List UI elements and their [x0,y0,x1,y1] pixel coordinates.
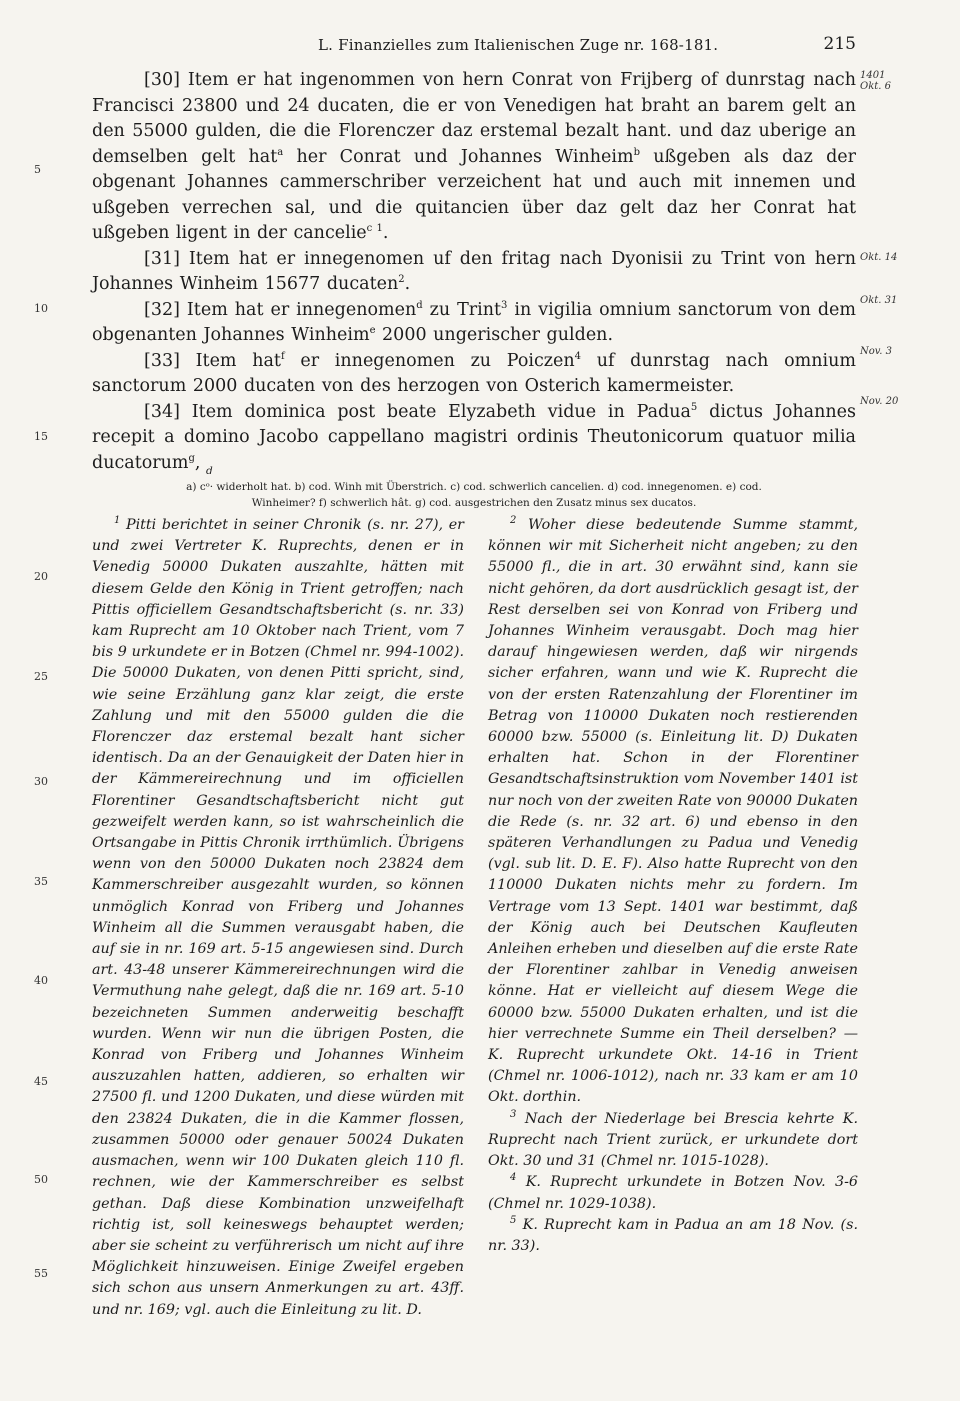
variant-line: a) cᵒ· widerholt hat. b) cod. Winh mit Überstrich. c) cod. schwerlich cancelien. d) cod. innegenomen. e) cod. [186,481,762,493]
line-number: 50 [34,1173,48,1186]
line-number: 25 [34,670,48,683]
variant-mark: d [206,465,213,477]
paragraph-33: [33] Item hat$^f$ er innegenomen zu Poiczen$^4$ uf dunrstag nach omnium sanctorum 2000 ducaten von des herzogen von Osterich kamermeister. [92,350,856,396]
footnote-mark: 2 [510,515,517,527]
paragraph-31: [31] Item hat er innegenomen uf den fritag nach Dyonisii zu Trint von hern Johannes Winheim 15677 ducaten$^2$. [92,248,856,294]
footnote-5: $^5$ K. Ruprecht kam in Padua an am 18 Nov. (s. nr. 33). [488,1214,859,1254]
margin-date [860,70,891,92]
running-title: L. Finanzielles zum Italienischen Zuge nr. 168-181. [318,36,719,54]
line-number: 15 [34,430,48,443]
line-number: 40 [34,974,48,987]
footnotes-left [34,515,464,1321]
paragraph-32: [32] Item hat er innegenomen$^d$ zu Trint$^3$ in vigilia omnium sanctorum von dem obgenanten Johannes Winheim$^e$ 2000 ungerischer gulden. [92,299,856,345]
footnote-3: $^3$ Nach der Niederlage bei Brescia kehrte K. Ruprecht nach Trient zurück, er urkundete dort Okt. 30 und 31 (Chmel nr. 1015-1028). [488,1108,859,1170]
footnote-1: $^1$ Pitti berichtet in seiner Chronik (s. nr. 27), er und zwei Vertreter K. Ruprechts, denen er in Venedig 50000 Dukaten auszahlte, hätten mit diesem Gelde den König in Trient getroffen; nach Pittis officiellem Gesandtschaftsbericht (s. nr. 33) kam Ruprecht am 10 Oktober nach Trient, vom 7 bis 9 urkundete er in Botzen (Chmel nr. 994-1002). Die 50000 Dukaten, von denen Pitti spricht, sind, wie seine Erzählung ganz klar zeigt, die erste Zahlung und mit den 55000 gulden die die Florenczer daz erstemal bezalt hant sicher identisch. Da an der Genauigkeit der Daten hier in der Kämmereirechnung und im officiellen Florentiner Gesandtschaftsbericht nicht gut gezweifelt werden kann, so ist wahrscheinlich die Ortsangabe in Pittis Chronik irrthümlich. Übrigens wenn von den 50000 Dukaten noch 23824 dem Kammerschreiber ausgezahlt wurden, so können unmöglich Konrad von Friberg und Johannes Winheim all die Summen verausgabt haben, die auf sie in nr. 169 art. 5-15 angewiesen sind. Durch art. 43-48 unserer Kämmereirechnungen wird die Vermuthung nahe gelegt, daß die nr. 169 art. 5-10 bezeichneten Summen anderweitig beschafft wurden. Wenn wir nun die übrigen Posten, die Konrad von Friberg und Johannes Winheim auszuzahlen hatten, addieren, so erhalten wir 27500 fl. und 1200 Dukaten, und diese würden mit den 23824 Dukaten, die in die Kammer flossen, zusammen 50000 oder genauer 50024 Dukaten ausmachen, wenn wir 100 Dukaten gleich 110 fl. rechnen, wie der Kammerschreiber es selbst gethan. Daß diese Kombination unzweifelhaft richtig ist, soll keineswegs behauptet werden; aber sie scheint zu verführerisch um nicht auf ihre Möglichkeit hinzuweisen. Einige Zweifel ergeben sich schon aus unsern Anmerkungen zu art. 43ff. und nr. 169; vgl. auch die Einleitung zu lit. D. [92,515,464,1318]
margin-year: 1401 [860,70,886,81]
variant-line: Winheimer? f) schwerlich hât. g) cod. ausgestrichen den Zusatz minus sex ducatos. [251,497,697,509]
footnote-mark: 5 [510,1214,517,1226]
footnote-mark: 4 [510,1172,517,1184]
margin-day: Okt. 6 [860,81,891,92]
main-text [34,68,899,476]
page-number: 215 [823,34,856,54]
footnotes-right [488,515,858,1257]
line-number: 35 [34,875,48,888]
margin-date: Nov. 20 [860,396,899,407]
line-number: 30 [34,775,48,788]
margin-date: Okt. 31 [860,295,898,306]
running-header [90,36,856,60]
footnote-mark: 3 [510,1108,517,1120]
line-number: 5 [34,163,41,176]
footnote-mark: 1 [114,515,121,527]
line-number: 45 [34,1075,48,1088]
paragraph-30: [30] Item er hat ingenommen von hern Conrat von Frijberg of dunrstag nach Francisci 23800 und 24 ducaten, die er von Venedigen hat braht an barem gelt an den 55000 gulden, die die Florenczer daz erstemal bezalt hant. und daz uberige an demselben gelt hat$^a$ her Conrat und Johannes Winheim$^b$ ußgeben als daz der obgenant Johannes cammerschriber verzeichent hat und auch mit innemen und ußgeben verrechen sal, und die quitancien über daz gelt daz her Conrat hat ußgeben ligent in der cancelie$^{c 1}$. [92,70,857,243]
footnote-2: $^2$ Woher diese bedeutende Summe stammt, können wir mit Sicherheit nicht angeben; zu den 55000 fl., die in art. 30 erwähnt sind, kann sie nicht gehören, da dort ausdrücklich gesagt ist, der Rest derselben sei von Konrad von Friberg und Johannes Winheim verausgabt. Doch mag hier darauf hingewiesen werden, daß wir nirgends sicher erfahren, wann und wie K. Ruprecht die von der ersten Ratenzahlung der Florentiner im Betrag von 110000 Dukaten noch restierenden 60000 bzw. 55000 (s. Einleitung lit. D) Dukaten erhalten hat. Schon in der Florentiner Gesandtschaftsinstruktion vom November 1401 ist nur noch von der zweiten Rate von 90000 Dukaten die Rede (s. nr. 32 art. 6) und ebenso in den späteren Verhandlungen zu Padua und Venedig (vgl. sub lit. D. E. F). Also hatte Ruprecht von den 110000 Dukaten nichts mehr zu fordern. Im Vertrage vom 13 Sept. 1401 war bestimmt, daß der König auch bei Deutschen Kaufleuten Anleihen erheben und dieselben auf die erste Rate der Florentiner zahlbar in Venedig anweisen könne. Hat er vielleicht auf diesem Wege die 60000 bzw. 55000 Dukaten erhalten, und ist die hier verrechnete Summe ein Theil derselben? — K. Ruprecht urkundete Okt. 14-16 in Trient (Chmel nr. 1006-1012), nach nr. 33 kam er am 10 Okt. dorthin. [488,515,859,1106]
paragraph-34: [34] Item dominica post beate Elyzabeth vidue in Padua$^5$ dictus Johannes recepit a domino Jacobo cappellano magistri ordinis Theutonicorum quatuor milia ducatorum$^g$, [92,401,856,473]
line-number: 10 [34,302,48,315]
line-number: 55 [34,1267,48,1280]
margin-date: Nov. 3 [860,346,892,357]
variant-apparatus [92,463,856,511]
line-number: 20 [34,570,48,583]
footnote-4: $^4$ K. Ruprecht urkundete in Botzen Nov. 3-6 (Chmel nr. 1029-1038). [488,1172,858,1212]
margin-date: Okt. 14 [860,252,898,263]
